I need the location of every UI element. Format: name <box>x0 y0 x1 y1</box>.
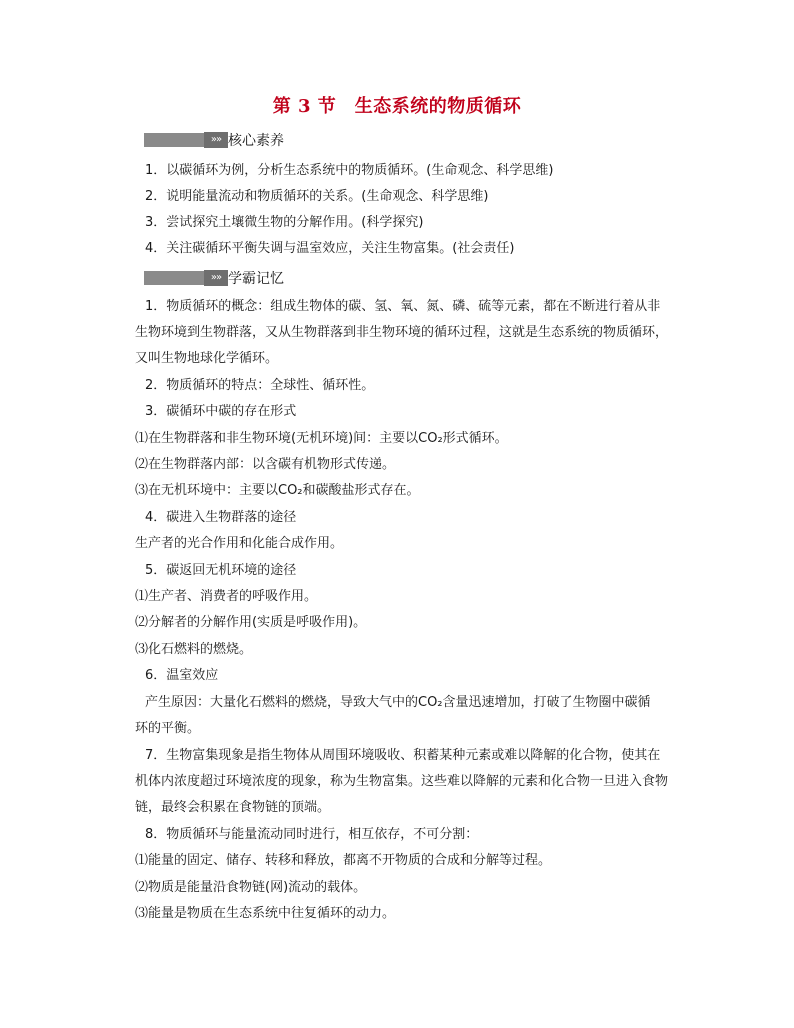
text-line: 链，最终会积累在食物链的顶端。 <box>135 800 331 815</box>
text-line: 2．物质循环的特点：全球性、循环性。 <box>145 378 375 393</box>
text-line: ⑶能量是物质在生态系统中往复循环的动力。 <box>135 906 396 921</box>
core-literacy-item: 1．以碳循环为例，分析生态系统中的物质循环。(生命观念、科学思维) <box>145 163 554 178</box>
text-line: 5．碳返回无机环境的途径 <box>145 563 297 578</box>
text-line: 1．物质循环的概念：组成生物体的碳、氢、氧、氮、磷、硫等元素，都在不断进行着从非 <box>145 299 661 314</box>
section-header-label: 核心素养 <box>228 133 284 149</box>
core-literacy-item: 4．关注碳循环平衡失调与温室效应，关注生物富集。(社会责任) <box>145 241 515 256</box>
text-line: 4．碳进入生物群落的途径 <box>145 510 297 525</box>
text-line: ⑶化石燃料的燃烧。 <box>135 642 253 657</box>
chevron-right-icon: »» <box>204 270 228 286</box>
text-line: 产生原因：大量化石燃料的燃烧，导致大气中的CO₂含量迅速增加，打破了生物圈中碳循 <box>145 695 651 710</box>
core-literacy-item: 2．说明能量流动和物质循环的关系。(生命观念、科学思维) <box>145 189 489 204</box>
chevron-right-icon: »» <box>204 132 228 148</box>
text-line: ⑵在生物群落内部：以含碳有机物形式传递。 <box>135 457 396 472</box>
text-line: ⑵分解者的分解作用(实质是呼吸作用)。 <box>135 615 367 630</box>
text-line: 6．温室效应 <box>145 668 219 683</box>
text-line: ⑴在生物群落和非生物环境(无机环境)间：主要以CO₂形式循环。 <box>135 431 508 446</box>
text-line: 7．生物富集现象是指生物体从周围环境吸收、积蓄某种元素或难以降解的化合物，使其在 <box>145 748 661 763</box>
text-line: ⑵物质是能量沿食物链(网)流动的载体。 <box>135 880 367 895</box>
text-line: 机体内浓度超过环境浓度的现象，称为生物富集。这些难以降解的元素和化合物一旦进入食物 <box>135 774 669 789</box>
section-header-bar <box>144 133 204 147</box>
section-header-core-literacy <box>144 130 284 150</box>
section-header-study-memory <box>144 268 284 288</box>
text-line: 环的平衡。 <box>135 721 201 736</box>
text-line: ⑶在无机环境中：主要以CO₂和碳酸盐形式存在。 <box>135 483 420 498</box>
section-header-label: 学霸记忆 <box>228 271 284 287</box>
text-line: 生产者的光合作用和化能合成作用。 <box>135 536 344 551</box>
text-line: ⑴生产者、消费者的呼吸作用。 <box>135 589 318 604</box>
page-title: 第 3 节 生态系统的物质循环 <box>272 96 522 117</box>
text-line: 8．物质循环与能量流动同时进行，相互依存，不可分割： <box>145 827 479 842</box>
text-line: ⑴能量的固定、储存、转移和释放，都离不开物质的合成和分解等过程。 <box>135 853 552 868</box>
section-header-bar <box>144 271 204 285</box>
text-line: 生物环境到生物群落，又从生物群落到非生物环境的循环过程，这就是生态系统的物质循环， <box>135 325 669 340</box>
text-line: 又叫生物地球化学循环。 <box>135 351 279 366</box>
text-line: 3．碳循环中碳的存在形式 <box>145 404 297 419</box>
core-literacy-item: 3．尝试探究土壤微生物的分解作用。(科学探究) <box>145 215 424 230</box>
